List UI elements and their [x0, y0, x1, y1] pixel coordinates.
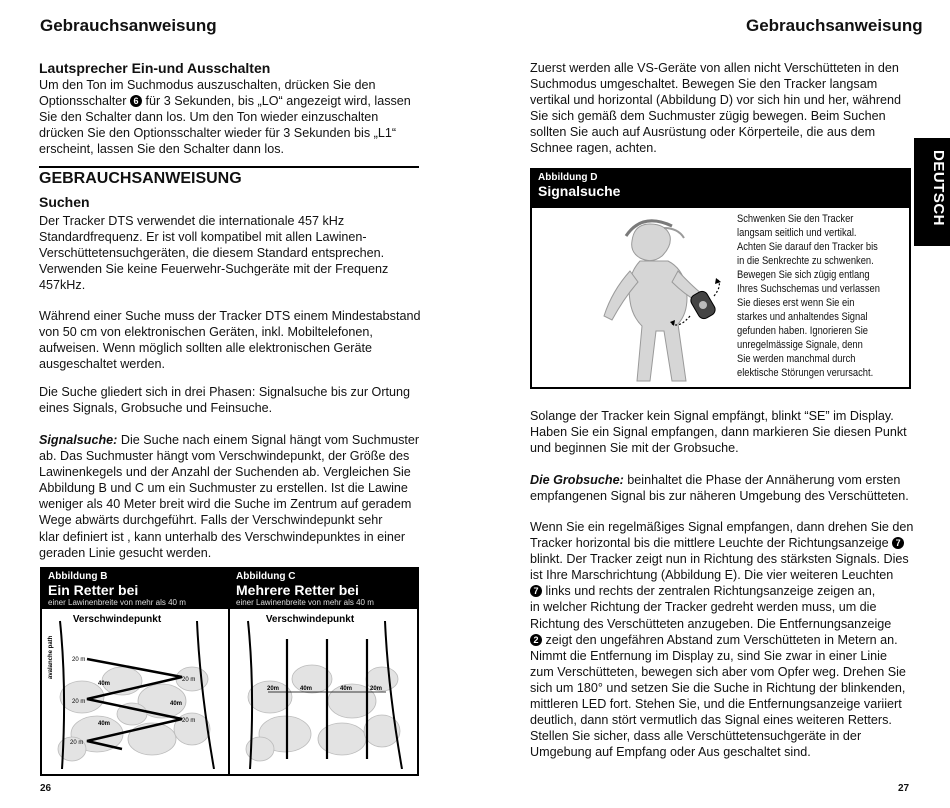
- signalsuche-text: Die Suche nach einem Signal hängt vom Suchmuster ab. Das Suchmuster hängt vom Verschwindepunkt, der Größe des Lawinenkegels und der Anzahl der Suchenden ab. Vergleichen Sie Abbildung B und C um ein Suchmuster zu erstellen. Ist die Lawine weniger als 40 Meter breit wird die Suche im Zentrum auf geradem Wege abwärts durchgeführt. Falls der Verschwindepunkt sehr klar definiert ist , kann unterhalb des Verschwindepunktes in einer geraden Linie gesucht werden.: [39, 433, 420, 560]
- direction-line-2-text: Tracker horizontal bis die mittlere Leuchte der Richtungsanzeige: [530, 536, 889, 551]
- direction-indicator-number-icon: 7: [892, 537, 904, 549]
- section-title: GEBRAUCHSANWEISUNG: [39, 170, 242, 187]
- figure-b-40m-2: 40m: [170, 701, 183, 707]
- distance-indicator-number-icon: 2: [530, 634, 542, 646]
- figure-c-40m-1: 40m: [300, 686, 313, 692]
- distance-paragraph: Während einer Suche muss der Tracker DTS einem Mindestabstand von 50 cm von elektronischen Geräten, inkl. Mobiltelefonen, aufweisen. Wenn möglich sollten alle elektronischen Geräte ausgeschaltet werden.: [39, 309, 421, 372]
- figure-b-subtitle: einer Lawinenbreite von mehr als 40 m: [48, 598, 186, 607]
- skier-illustration: [582, 216, 732, 386]
- figure-b-40m-3: 40m: [98, 721, 111, 727]
- figure-b-20m-4: 20 m: [182, 718, 196, 724]
- figure-d-header: [532, 170, 909, 208]
- figure-c-point-label: Verschwindepunkt: [265, 614, 355, 625]
- sound-line-2: [39, 93, 429, 109]
- right-page-number: 27: [898, 783, 910, 794]
- figure-b-20m-1: 20 m: [72, 657, 86, 663]
- figure-d-label: Abbildung D: [538, 172, 598, 183]
- figure-b-header: [42, 569, 228, 609]
- direction-line-4: ist Ihre Marschrichtung (Abbildung E). Die vier weiteren Leuchten: [530, 568, 894, 583]
- option-switch-number-icon: 6: [130, 95, 142, 107]
- direction-lights-number-icon: 7: [530, 585, 542, 597]
- figure-b-diagram: [42, 609, 228, 769]
- figure-b-point-label: Verschwindepunkt: [72, 614, 162, 625]
- figure-b-20m-3: 20 m: [72, 699, 86, 705]
- figure-b-title: Ein Retter bei: [48, 582, 139, 598]
- direction-rest: Nimmt die Entfernung im Display zu, sind Sie zwar in einer Linie zum Verschütteten, bewegen sich aber vom Opfer weg. Drehen Sie sich um 180° und setzen Sie die Suche in Richtung der blinkenden, mittleren LED fort. Stehen Sie, und die Entfernungsanzeige variiert deutlich, dann stört vermutlich das Signal eines weiteren Retters. Stellen Sie sicher, dass alle Verschüttetensuchgeräte in der Umgebung auf Empfang oder Aus geschaltet sind.: [530, 648, 906, 760]
- sound-paragraph: [39, 77, 429, 157]
- direction-line-3: blinkt. Der Tracker zeigt nun in Richtung des stärksten Signals. Dies: [530, 552, 909, 567]
- sound-line-1: Um den Ton im Suchmodus auszuschalten, drücken Sie den: [39, 78, 376, 92]
- figure-b-path-label: avalanche path: [48, 635, 54, 679]
- section-divider: [39, 166, 419, 168]
- figure-c-20m-left: 20m: [267, 686, 280, 692]
- sound-line-5: erscheint, lassen Sie den Schalter dann los.: [39, 142, 285, 157]
- figure-b-label: Abbildung B: [48, 571, 108, 582]
- figure-c-diagram: [230, 609, 417, 769]
- sound-line-2b: für 3 Sekunden, bis „LO“ angezeigt wird, lassen: [145, 94, 411, 109]
- figure-b-40m-1: 40m: [98, 681, 111, 687]
- figure-c-subtitle: einer Lawinenbreite von mehr als 40 m: [236, 598, 374, 607]
- figure-c-label: Abbildung C: [236, 571, 296, 582]
- figure-d-caption: Schwenken Sie den Tracker langsam seitlich und vertikal. Achten Sie darauf den Tracker bis in die Senkrechte zu schwenken. Bewegen Sie sich zügig entlang Ihres Suchschemas und verlassen Sie dieses erst wenn Sie ein starkes und anhaltendes Signal gefunden haben. Ignorieren Sie unregelmässige Signale, denn Sie werden manchmal durch elektische Störungen verursacht.: [737, 213, 880, 379]
- phases-paragraph: Die Suche gliedert sich in drei Phasen: Signalsuche bis zur Ortung eines Signals, Grobsuche und Feinsuche.: [39, 385, 411, 416]
- sound-line-4: drücken Sie den Optionsschalter wieder für 3 Sekunden bis „L1“: [39, 126, 397, 141]
- direction-line-8: [530, 632, 920, 648]
- figure-b-20m-5: 20 m: [70, 740, 84, 746]
- direction-line-5-text: links und rechts der zentralen Richtungsanzeige zeigen an,: [545, 584, 876, 599]
- direction-line-2: [530, 535, 920, 551]
- signal-paragraph: Solange der Tracker kein Signal empfängt, blinkt “SE” im Display. Haben Sie ein Signal empfangen, dann markieren Sie diesen Punkt und beginnen Sie mit der Grobsuche.: [530, 409, 907, 456]
- direction-line-6: in welcher Richtung der Tracker gedreht werden muss, um die: [530, 600, 877, 615]
- figure-b: [40, 567, 230, 776]
- figure-c-title: Mehrere Retter bei: [236, 582, 359, 598]
- direction-line-1: Wenn Sie ein regelmäßiges Signal empfangen, dann drehen Sie den: [530, 520, 914, 534]
- direction-line-8-text: zeigt den ungefähren Abstand zum Verschütteten in Metern an.: [545, 632, 898, 647]
- left-page-header: Gebrauchsanweisung: [40, 16, 217, 35]
- sound-line-3: Sie den Schalter dann los. Um den Ton wieder einzuschalten: [39, 110, 379, 125]
- figure-c-20m-right: 20m: [370, 686, 383, 692]
- right-page-header: Gebrauchsanweisung: [746, 16, 923, 35]
- signalsuche-label: Signalsuche:: [39, 433, 118, 447]
- grobsuche-text: beinhaltet die Phase der Annäherung vom ersten empfangenen Signal bis zur näheren Umgebung des Verschütteten.: [530, 473, 909, 504]
- intro-right-paragraph: Zuerst werden alle VS-Geräte von allen nicht Verschütteten in den Suchmodus umgeschaltet. Bewegen Sie den Tracker langsam vertikal und horizontal (Abbildung D) vor sich hin und her, während Sie sich gemäß dem Suchmuster zügig bewegen. Beim Suchen sollten Sie auch auf Ausrüstung oder Körperteile, die aus dem Schnee ragen, achten.: [530, 61, 902, 156]
- suchen-title: Suchen: [39, 194, 90, 210]
- sound-section-title: Lautsprecher Ein-und Ausschalten: [39, 60, 271, 76]
- direction-paragraph: [530, 519, 920, 760]
- direction-line-5: [530, 583, 920, 599]
- figure-b-20m-2: 20 m: [182, 677, 196, 683]
- sound-line-2a: Optionsschalter: [39, 94, 127, 109]
- figure-d: [530, 168, 911, 389]
- figure-d-title: Signalsuche: [538, 183, 621, 199]
- left-page-number: 26: [40, 783, 52, 794]
- grobsuche-label: Die Grobsuche:: [530, 473, 624, 487]
- figure-c-header: [230, 569, 417, 609]
- intro-paragraph: Der Tracker DTS verwendet die internationale 457 kHz Standardfrequenz. Er ist voll kompatibel mit allen Lawinen- Verschüttetensuchgeräten, die diesem Standard entsprechen. Verwenden Sie keine Feuerwehr-Suchgeräte mit der Frequenz 457kHz.: [39, 214, 389, 293]
- grobsuche-paragraph: [530, 472, 915, 504]
- signalsuche-paragraph: [39, 432, 429, 561]
- language-tab-label: DEUTSCH: [930, 150, 947, 227]
- figure-c-40m-2: 40m: [340, 686, 353, 692]
- figure-c: [228, 567, 419, 776]
- direction-line-7: Richtung des Verschütteten anzugeben. Die Entfernungsanzeige: [530, 616, 892, 631]
